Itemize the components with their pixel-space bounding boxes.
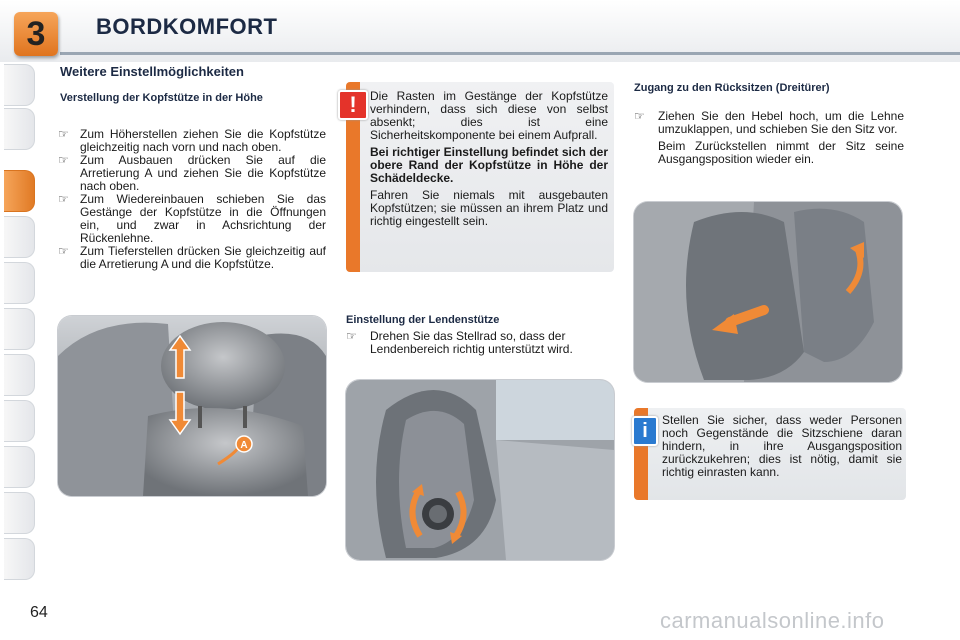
pointing-hand-icon: ☞ [58,192,69,206]
warning-paragraph: Die Rasten im Gestänge der Kopfstütze verhindern, dass sich diese von selbst absenkt; dies ist eine Sicherheitskomponente bei einem Aufprall. [370,89,608,142]
chapter-tab[interactable] [4,400,35,442]
warning-exclamation-icon: ! [338,90,368,120]
chapter-tab[interactable] [4,108,35,150]
chapter-tab[interactable] [4,262,35,304]
list-item: ☞ Zum Ausbauen drücken Sie auf die Arretierung A und ziehen Sie die Kopfstütze nach oben. [58,153,326,193]
rear-access-title: Zugang zu den Rücksitzen (Dreitürer) [634,82,830,94]
list-item: ☞ Zum Wiedereinbauen schieben Sie das Gestänge der Kopfstütze in die Öffnungen ein, und zwar in Achsrichtung der Rückenlehne. [58,192,326,245]
lumbar-instruction [346,330,614,356]
list-item: Drehen Sie das Stellrad so, dass der Lendenbereich richtig unterstützt wird. [370,329,573,356]
chapter-tab-active[interactable] [4,170,35,212]
pointing-hand-icon: ☞ [58,153,69,167]
info-icon: i [632,416,658,446]
list-item-continuation: Beim Zurückstellen nimmt der Sitz seine Ausgangsposition wieder ein. [658,139,904,166]
warning-paragraph-bold: Bei richtiger Einstellung befindet sich der obere Rand der Kopfstütze in Höhe der Schädeldecke. [370,145,608,185]
chapter-title: BORDKOMFORT [96,14,278,39]
lock-label-a: A [240,440,248,451]
chapter-tab[interactable] [4,538,35,580]
chapter-tab[interactable] [4,216,35,258]
chapter-tab-strip [0,64,36,584]
lumbar-title: Einstellung der Lendenstütze [346,314,500,326]
chapter-tab[interactable] [4,492,35,534]
header-divider [60,52,960,55]
headrest-illustration [58,316,326,496]
rear-access-illustration [634,202,902,382]
headrest-instructions [58,128,326,271]
page-number: 64 [30,604,48,621]
warning-text [370,90,608,232]
list-item: ☞ Zum Höherstellen ziehen Sie die Kopfstütze gleichzeitig nach vorn und nach oben. [58,127,326,154]
headrest-title: Verstellung der Kopfstütze in der Höhe [60,92,263,104]
list-item: ☞ Zum Tieferstellen drücken Sie gleichzeitig auf die Arretierung A und die Kopfstütze. [58,244,326,271]
pointing-hand-icon: ☞ [346,329,357,343]
pointing-hand-icon: ☞ [58,244,69,258]
chapter-number-badge: 3 [14,12,58,56]
warning-paragraph: Fahren Sie niemals mit ausgebauten Kopfstützen; sie müssen an ihrem Platz und richtig eingestellt sein. [370,188,608,228]
list-item: Ziehen Sie den Hebel hoch, um die Lehne umzuklappen, und schieben Sie den Sitz vor. [658,109,904,136]
watermark: carmanualsonline.info [660,608,885,633]
lumbar-illustration [346,380,614,560]
chapter-tab[interactable] [4,64,35,106]
info-text: Stellen Sie sicher, dass weder Personen noch Gegenstände die Sitzschiene daran hindern, in ihre Ausgangsposition zurückzukehren; dies ist nötig, damit sie richtig einrasten kann. [662,413,902,479]
chapter-tab[interactable] [4,308,35,350]
pointing-hand-icon: ☞ [58,127,69,141]
chapter-tab[interactable] [4,354,35,396]
pointing-hand-icon: ☞ [634,109,645,123]
rear-access-instructions [634,110,904,170]
chapter-tab[interactable] [4,446,35,488]
section-title: Weitere Einstellmöglichkeiten [60,64,244,79]
